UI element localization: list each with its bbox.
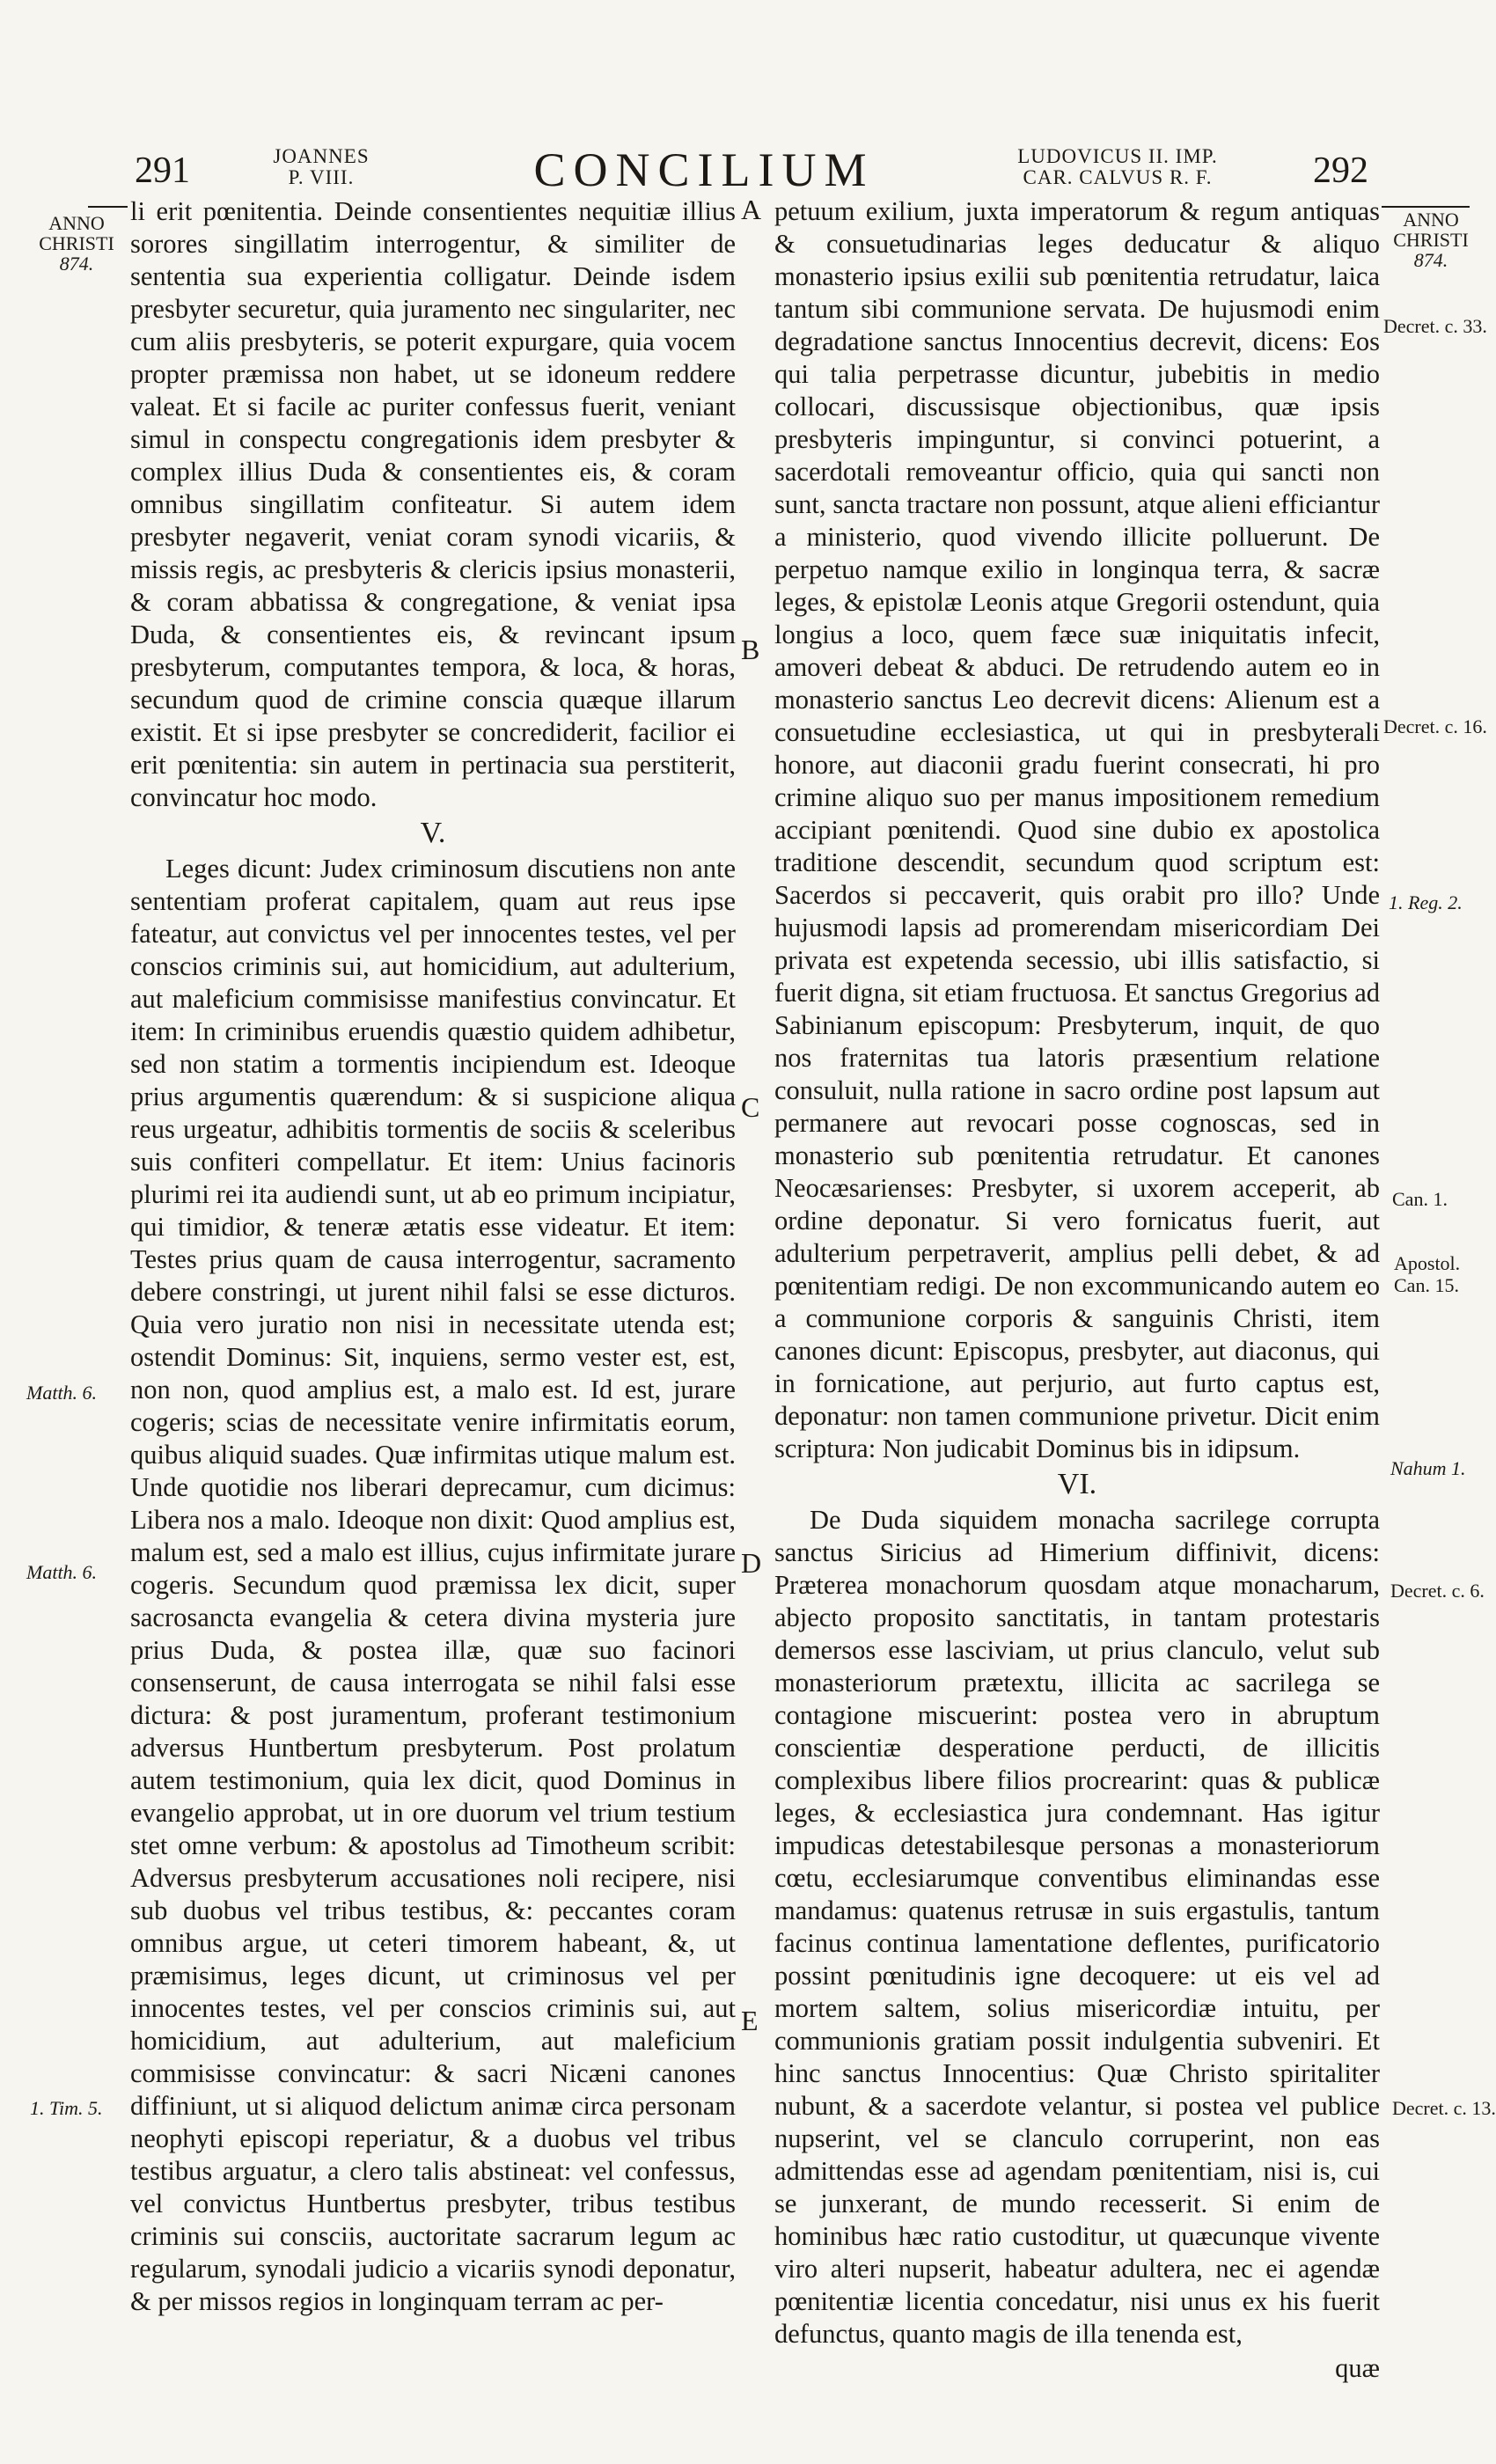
page-title: CONCILIUM [533,143,875,196]
left-column [130,195,736,2318]
header-rule-left [88,206,128,208]
anno-christi-right [1389,209,1473,270]
margin-note-matth-6b: Matth. 6. [26,1561,98,1583]
margin-note-1-tim-5: 1. Tim. 5. [30,2097,103,2119]
section-letter-e: E [741,2005,759,2036]
section-heading-v: V. [420,817,446,849]
right-paragraph-1: petuum exilium, juxta imperatorum & regum antiquas & consuetudinarias leges deducatur & aliquo monasterio ipsius exilii sub pœnitentia retrudatur, laica tantum sibi communione servata. De hujusmodi enim degradatione sanctus Innocentius decrevit, dicens: Eos qui talia perpetrasse dicuntur, jubebitis in medio collocari, discussisque objectionibus, quæ ipsis presbyteris impinguntur, si convinci potuerint, a sacerdotali removeantur officio, quia qui sancti non sunt, sancta tractare non possunt, atque alieni efficiantur a ministerio, quod vivendo illicite polluerunt. De perpetuo namque exilio in longinqua terra, & sacræ leges, & epistolæ Leonis atque Gregorii ostendunt, quia longius a loco, quem fæce suæ iniquitatis infecit, amoveri debeat & abduci. De retrudendo autem eo in monasterio sanctus Leo decrevit dicens: Alienum est a consuetudine ecclesiastica, ut qui in presbyterali honore, aut diaconii gradu fuerint consecrati, hi pro crimine aliquo suo per manus impositionem remedium accipiant pœnitendi. Quod sine dubio ex apostolica traditione descendit, secundum quod scriptum est: Sacerdos si peccaverit, quis orabit pro illo? Unde hujusmodi lapsis ad promerendam misericordiam Dei privata est expetenda secessio, ubi illis satisfactio, si fuerit digna, sit etiam fructuosa. Et sanctus Gregorius ad Sabinianum episcopum: Presbyterum, inquit, de quo nos fraternitas tua latoris præsentium relatione consuluit, nulla ratione in sacro ordine post lapsum aut permanere aut revocari posse cognoscas, sed in monasterio sub pœnitentia retrudatur. Et canones Neocæsarienses: Presbyter, si uxorem acceperit, ab ordine deponatur. Si vero fornicatus fuerit, aut adulterium perpetraverit, amplius pelli debet, & ad pœnitentiam redigi. De non excommunicando autem eo a communione corporis & sanguinis Christi, item canones dicunt: Episcopus, presbyter, aut diaconus, qui in fornicatione, aut perjurio, aut furto captus est, deponatur: non tamen communione privetur. Dicit enim scriptura: Non judicabit Dominus bis in idipsum. [774,196,1380,1463]
margin-note-apostol: Apostol. [1394,1252,1461,1274]
running-head-right-line1: LUDOVICUS II. IMP. [1017,145,1218,167]
header-rule-right [1382,206,1470,208]
year-label: 874. [59,253,94,275]
christi-label: CHRISTI [1393,229,1469,251]
running-head-right-line2: CAR. CALVUS R. F. [1023,166,1213,188]
running-head-left-line2: P. VIII. [288,166,355,188]
right-column [774,195,1380,2385]
margin-note-decret-16: Decret. c. 16. [1383,715,1487,737]
margin-note-decret-6: Decret. c. 6. [1390,1580,1485,1602]
section-letter-a: A [741,194,762,225]
margin-note-decret-33: Decret. c. 33. [1383,315,1487,337]
margin-note-matth-6a: Matth. 6. [26,1382,98,1404]
christi-label: CHRISTI [39,232,114,254]
running-head-left-line1: JOANNES [273,145,370,167]
anno-label: ANNO [1403,209,1459,231]
catchword: quæ [1335,2353,1380,2383]
section-heading-vi: VI. [1057,1468,1097,1500]
left-paragraph-1: li erit pœnitentia. Deinde consentientes nequitiæ illius sorores singillatim interrogentur, & similiter de sententia sua experientia colligatur. Deinde isdem presbyter securetur, quia juramento nec singulariter, nec cum aliis presbyteris, se poterit expurgare, quia vocem propter præmissa non habet, ut se idoneum reddere valeat. Et si facile ac puriter confessus fuerit, veniant simul in conspectu congregationis idem presbyter & complex illius Duda & consentientes eis, & coram omnibus singillatim confiteatur. Si autem idem presbyter negaverit, veniat coram synodi vicariis, & missis regis, ac presbyteris & clericis ipsius monasterii, & coram abbatissa & congregatione, & veniat ipsa Duda, & consentientes eis, & revincant ipsum presbyterum, computantes tempora, & loca, & horas, secundum quod de crimine conscia quæque illarum existit. Et si ipse presbyter se concrediderit, facilior ei erit pœnitentia: sin autem in pertinacia sua perstiterit, convincatur hoc modo. [130,196,736,812]
left-paragraph-2: Leges dicunt: Judex criminosum discutiens non ante sententiam proferat capitalem, quam aut reus ipse fateatur, aut convictus vel per innocentes testes, vel per conscios criminis sui, aut homicidium, aut adulterium, aut maleficium commisisse manifestius convincatur. Et item: In criminibus eruendis quæstio quidem adhibetur, sed non statim a tormentis incipiendum est. Ideoque prius argumentis quærendum: & si suspicione aliqua reus urgeatur, adhibitis tormentis de sociis & sceleribus suis confiteri compellatur. Et item: Unius facinoris plurimi rei ita audiendi sunt, ut ab eo primum incipiatur, qui timidior, & teneræ ætatis esse videatur. Et item: Testes prius quam de causa interrogentur, sacramento debere constringi, ut jurent nihil falsi se esse dicturos. Quia vero juratio non nisi in necessitate utenda est; ostendit Dominus: Sit, inquiens, sermo vester est, est, non non, quod amplius est, a malo est. Id est, jurare cogeris; scias de necessitate venire infirmitatis eorum, quibus aliquid suades. Quæ infirmitas utique malum est. Unde quotidie nos liberari deprecamur, cum dicimus: Libera nos a malo. Ideoque non dixit: Quod amplius est, malum est, sed a malo est illius, cujus infirmitate jurare cogeris. Secundum quod præmissa lex dicit, super sacrosancta evangelia & cetera divina mysteria jure prius Duda, & postea illæ, quæ suo facinori consenserunt, de causa interrogata se nihil falsi esse dictura: & post juramentum, proferant testimonium adversus Huntbertum presbyterum. Post prolatum autem testimonium, quia lex dicit, quod Dominus in evangelio approbat, ut in ore duorum vel trium testium stet omne verbum: & apostolus ad Timotheum scribit: Adversus presbyterum accusationes noli recipere, nisi sub duobus vel tribus testibus, &: peccantes coram omnibus argue, ut ceteri timorem habeant, &, ut præmisimus, leges dicunt, ut criminosus vel per innocentes testes, vel per conscios criminis sui, aut homicidium, aut adulterium, aut maleficium commisisse convincatur: & sacri Nicæni canones diffiniunt, ut si aliquod delictum animæ circa personam neophyti episcopi reperiatur, & a duobus vel tribus testibus arguatur, a clero talis abstineat: vel confessus, vel convictus Huntbertus presbyter, tribus testibus criminis sui consciis, auctoritate sacrarum legum ac regularum, synodali judicio a vicariis synodi deponatur, & per missos regios in longinquam terram ac per- [130,854,736,2316]
year-label: 874. [1413,249,1448,271]
anno-christi-left [37,213,116,274]
right-paragraph-2: De Duda siquidem monacha sacrilege corrupta sanctus Siricius ad Himerium diffinivit, dicens: Præterea monachorum quosdam atque monacharum, abjecto proposito sanctitatis, in tantam protestaris demersos esse lasciviam, ut prius clanculo, velut sub monasteriorum prætextu, illicita ac sacrilega se contagione miscuerint: postea vero in abruptum conscientiæ desperatione perducti, de illicitis complexibus libere filios procrearint: quas & publicæ leges, & ecclesiastica jura condemnant. Has igitur impudicas detestabilesque personas a monasteriorum cœtu, ecclesiarumque conventibus eliminandas esse mandamus: quatenus retrusæ in suis ergastulis, tantum facinus continua lamentatione deflentes, purificatorio possint pœnitudinis igne decoquere: ut eis vel ad mortem saltem, solius misericordiæ intuitu, per communionis gratiam possit indulgentia subveniri. Et hinc sanctus Innocentius: Quæ Christo spiritaliter nubunt, & a sacerdote velantur, si postea vel publice nupserint, vel se clanculo corruperint, non eas admittendas esse ad agendam pœnitentiam, nisi is, cui se junxerant, de mundo recesserit. Si enim de hominibus hæc ratio custoditur, ut quæcunque vivente viro alteri nupserit, habeatur adultera, nec ei agendæ pœnitentiæ licentia concedatur, nisi unus ex his fuerit defunctus, quanto magis de illa tenenda est, [774,1505,1380,2349]
anno-label: ANNO [48,212,105,234]
margin-note-can-15: Can. 15. [1394,1274,1459,1296]
section-letter-d: D [741,1547,762,1579]
running-head-right [986,146,1250,188]
section-letter-b: B [741,634,760,665]
page-number-right: 292 [1313,150,1368,191]
margin-note-nahum-1: Nahum 1. [1390,1457,1466,1479]
page-number-left: 291 [135,150,190,191]
section-letter-c: C [741,1091,760,1123]
margin-note-decret-13: Decret. c. 13. [1392,2097,1496,2119]
margin-note-1-reg-2: 1. Reg. 2. [1389,891,1463,913]
margin-note-can-1: Can. 1. [1392,1188,1448,1210]
running-head-left [264,146,378,188]
